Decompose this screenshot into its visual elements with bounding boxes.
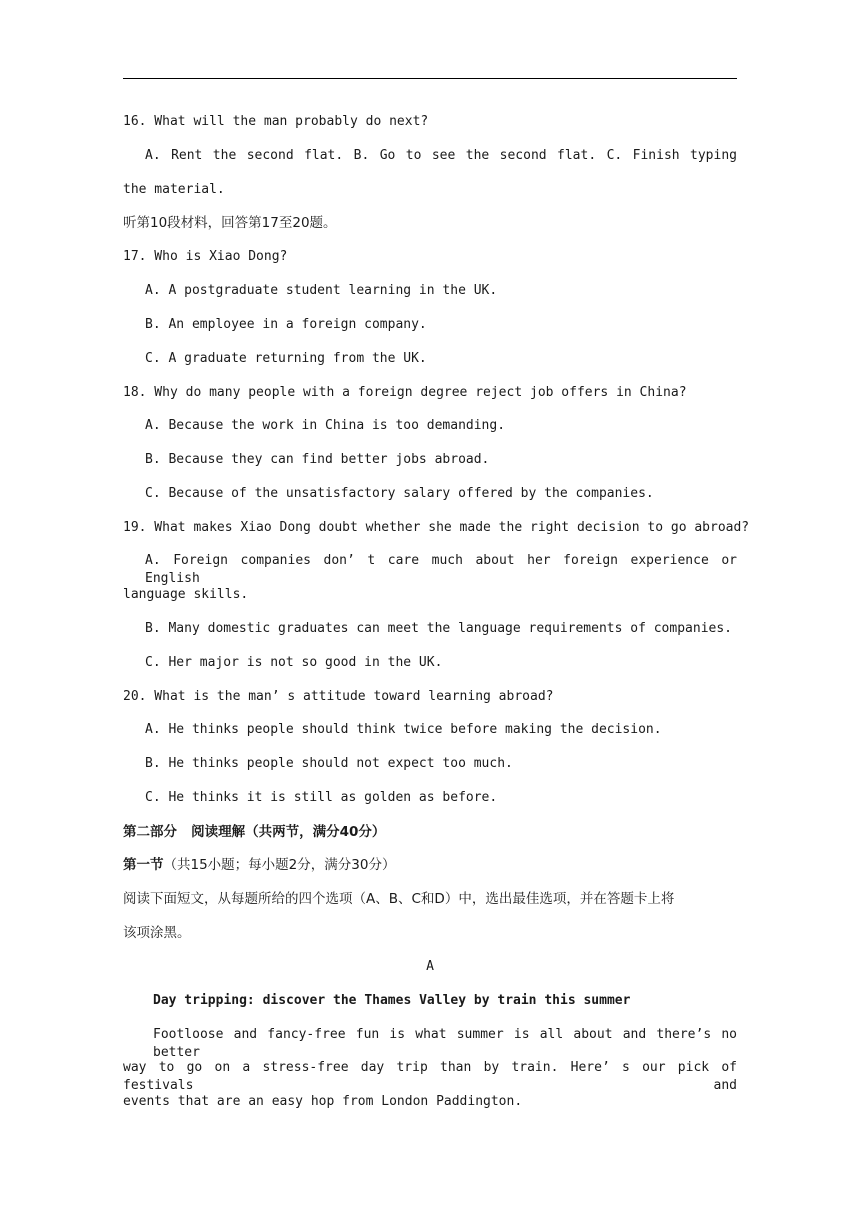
- reading-instructions-line-1: 阅读下面短文，从每题所给的四个选项（A、B、C和D）中，选出最佳选项，并在答题卡上将: [123, 891, 675, 907]
- section-10-instruction: 听第10段材料，回答第17至20题。: [123, 215, 337, 231]
- question-17-option-c: C. A graduate returning from the UK.: [145, 351, 427, 366]
- question-18: 18. Why do many people with a foreign degree reject job offers in China?: [123, 385, 687, 400]
- section-1-label: 第一节: [123, 857, 164, 873]
- question-17: 17. Who is Xiao Dong?: [123, 249, 288, 264]
- passage-title: Day tripping: discover the Thames Valley by train this summer: [153, 993, 631, 1008]
- question-17-option-a: A. A postgraduate student learning in the UK.: [145, 283, 498, 298]
- question-16-options: A. Rent the second flat. B. Go to see the second flat. C. Finish typing: [145, 148, 737, 163]
- question-19: 19. What makes Xiao Dong doubt whether she made the right decision to go abroad?: [123, 520, 750, 535]
- question-20-option-c: C. He thinks it is still as golden as before.: [145, 790, 498, 805]
- question-18-option-b: B. Because they can find better jobs abroad.: [145, 452, 490, 467]
- question-16-options-cont: the material.: [123, 182, 225, 197]
- question-19-option-a-cont: language skills.: [123, 587, 249, 602]
- part-2-heading: 第二部分 阅读理解（共两节，满分40分）: [123, 824, 386, 840]
- passage-paragraph-line-2: way to go on a stress-free day trip than by train. Here’ s our pick of festivals and: [123, 1060, 737, 1093]
- question-18-option-c: C. Because of the unsatisfactory salary offered by the companies.: [145, 486, 654, 501]
- question-20-option-b: B. He thinks people should not expect too much.: [145, 756, 513, 771]
- question-18-option-a: A. Because the work in China is too demanding.: [145, 418, 506, 433]
- question-19-option-b: B. Many domestic graduates can meet the language requirements of companies.: [145, 621, 732, 636]
- section-1-heading: [123, 856, 395, 874]
- passage-paragraph-line-3: events that are an easy hop from London Paddington.: [123, 1094, 523, 1109]
- question-17-option-b: B. An employee in a foreign company.: [145, 317, 427, 332]
- question-19-option-a: A. Foreign companies don’ t care much about her foreign experience or English: [145, 553, 737, 586]
- question-20-option-a: A. He thinks people should think twice before making the decision.: [145, 722, 662, 737]
- question-16: 16. What will the man probably do next?: [123, 114, 429, 129]
- header-rule: [123, 78, 737, 79]
- passage-paragraph-line-1: Footloose and fancy-free fun is what summer is all about and there’s no better: [153, 1027, 737, 1060]
- question-20: 20. What is the man’ s attitude toward learning abroad?: [123, 689, 554, 704]
- reading-instructions-line-2: 该项涂黑。: [123, 925, 191, 941]
- question-19-option-c: C. Her major is not so good in the UK.: [145, 655, 443, 670]
- section-1-scoring: （共15小题；每小题2分，满分30分）: [163, 857, 396, 873]
- passage-letter: A: [426, 959, 434, 974]
